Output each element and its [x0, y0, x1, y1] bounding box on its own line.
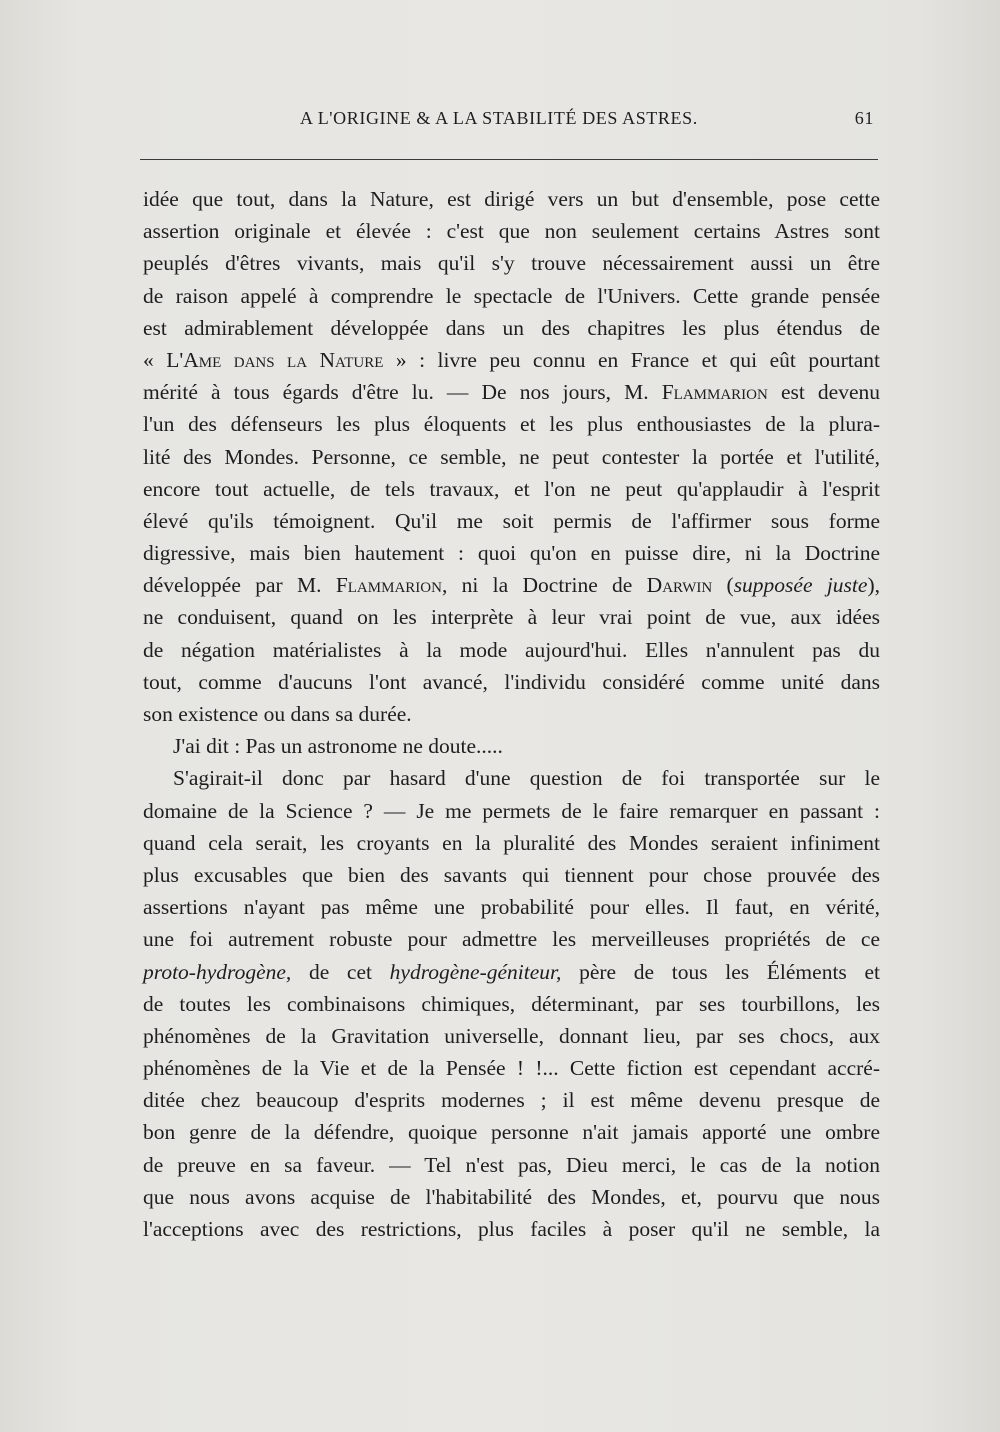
- text-line: tout, comme d'aucuns l'ont avancé, l'individu considéré comme unité dans: [143, 669, 880, 694]
- text-line: bon genre de la défendre, quoique personne n'ait jamais apporté une ombre: [143, 1120, 880, 1145]
- text-line: digressive, mais bien hautement : quoi qu'on en puisse dire, ni la Doctrine: [143, 541, 880, 566]
- text-line: J'ai dit : Pas un astronome ne doute.....: [173, 734, 503, 759]
- text-line: plus excusables que bien des savants qui tiennent pour chose prouvée des: [143, 862, 880, 887]
- text-line: peuplés d'êtres vivants, mais qu'il s'y trouve nécessairement aussi un être: [143, 251, 880, 276]
- header-rule: [140, 159, 878, 160]
- text-line: « L'Ame dans la Nature » : livre peu connu en France et qui eût pourtant: [143, 347, 881, 372]
- text-line: S'agirait-il donc par hasard d'une question de foi transportée sur le: [173, 766, 880, 791]
- body-text: [143, 183, 880, 1245]
- text-line: développée par M. Flammarion, ni la Doctrine de Darwin (supposée juste),: [143, 573, 880, 598]
- author-name: Flammarion: [335, 573, 442, 598]
- text-line: quand cela serait, les croyants en la pluralité des Mondes seraient infiniment: [143, 830, 880, 855]
- running-title: A L'ORIGINE & A LA STABILITÉ DES ASTRES.: [300, 108, 698, 128]
- text-line: phénomènes de la Gravitation universelle, donnant lieu, par ses chocs, aux: [143, 1023, 880, 1048]
- author-name: Flammarion: [661, 380, 768, 405]
- text-line: assertion originale et élevée : c'est que non seulement certains Astres sont: [143, 219, 880, 244]
- text-line: élevé qu'ils témoignent. Qu'il me soit permis de l'affirmer sous forme: [143, 508, 880, 533]
- text-line: ditée chez beaucoup d'esprits modernes ; il est même devenu presque de: [143, 1088, 880, 1113]
- italic-phrase: supposée juste: [733, 573, 868, 598]
- page-number: 61: [854, 108, 874, 128]
- text-line: est admirablement développée dans un des chapitres les plus étendus de: [143, 315, 880, 340]
- text-line: encore tout actuelle, de tels travaux, et l'on ne peut qu'applaudir à l'esprit: [143, 476, 880, 501]
- text-line: de preuve en sa faveur. — Tel n'est pas, Dieu merci, le cas de la notion: [143, 1152, 880, 1177]
- text-line: idée que tout, dans la Nature, est dirigé vers un but d'ensemble, pose cette: [143, 187, 880, 211]
- text-line: de négation matérialistes à la mode aujourd'hui. Elles n'annulent pas du: [143, 637, 880, 662]
- text-line: proto-hydrogène, de cet hydrogène-géniteur, père de tous les Éléments et: [143, 959, 880, 984]
- text-line: de toutes les combinaisons chimiques, déterminant, par ses tourbillons, les: [143, 991, 880, 1016]
- text-line: son existence ou dans sa durée.: [143, 702, 412, 726]
- text-line: domaine de la Science ? — Je me permets de le faire remarquer en passant :: [143, 798, 880, 823]
- text-line: une foi autrement robuste pour admettre les merveilleuses propriétés de ce: [143, 927, 880, 952]
- author-name: Darwin: [646, 573, 713, 598]
- book-title: L'Ame dans la Nature: [166, 347, 384, 372]
- text-line: de raison appelé à comprendre le spectacle de l'Univers. Cette grande pensée: [143, 283, 880, 308]
- italic-phrase: proto-hydrogène,: [143, 959, 292, 984]
- text-line: l'un des défenseurs les plus éloquents et les plus enthousiastes de la plura-: [143, 412, 880, 437]
- text-line: que nous avons acquise de l'habitabilité des Mondes, et, pourvu que nous: [143, 1184, 880, 1209]
- text-line: lité des Mondes. Personne, ce semble, ne peut contester la portée et l'utilité,: [143, 444, 880, 469]
- text-line: assertions n'ayant pas même une probabilité pour elles. Il faut, en vérité,: [143, 895, 880, 920]
- text-line: mérité à tous égards d'être lu. — De nos jours, M. Flammarion est devenu: [143, 380, 881, 405]
- text-line: ne conduisent, quand on les interprète à leur vrai point de vue, aux idées: [143, 605, 880, 630]
- page-header: [140, 108, 878, 136]
- text-line: l'acceptions avec des restrictions, plus faciles à poser qu'il ne semble, la: [143, 1217, 880, 1241]
- text-line: phénomènes de la Vie et de la Pensée ! !... Cette fiction est cependant accré-: [143, 1056, 880, 1081]
- italic-phrase: hydrogène-géniteur,: [389, 959, 562, 984]
